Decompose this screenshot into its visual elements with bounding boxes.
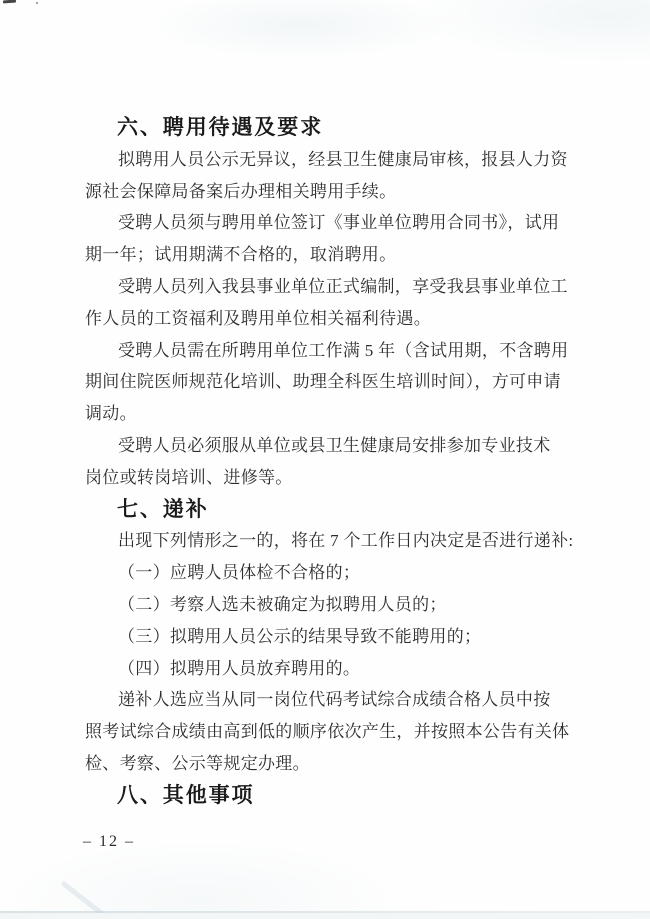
list-item-3: （三）拟聘用人员公示的结果导致不能聘用的； bbox=[118, 626, 482, 646]
text-line: 受聘人员须与聘用单位签订《事业单位聘用合同书》，试用 bbox=[118, 213, 560, 233]
scan-artifact-bottom-strip bbox=[0, 913, 650, 919]
text-line: 源社会保障局备案后办理相关聘用手续。 bbox=[85, 181, 397, 201]
list-item-2: （二）考察人选未被确定为拟聘用人员的； bbox=[118, 594, 447, 614]
text-line: 出现下列情形之一的，将在 7 个工作日内决定是否进行递补: bbox=[118, 531, 574, 551]
text-line: 拟聘用人员公示无异议，经县卫生健康局审核，报县人力资 bbox=[118, 149, 568, 169]
heading-other-matters: 八、其他事项 bbox=[117, 783, 255, 807]
scan-artifact-top-mark bbox=[3, 0, 16, 3]
text-line: 期一年；试用期满不合格的，取消聘用。 bbox=[85, 245, 397, 265]
text-line: 岗位或转岗培训、进修等。 bbox=[85, 467, 293, 487]
page-number: – 12 – bbox=[83, 833, 135, 850]
text-line: 递补人选应当从同一岗位代码考试综合成绩合格人员中按 bbox=[118, 690, 551, 710]
list-item-1: （一）应聘人员体检不合格的； bbox=[118, 563, 361, 583]
document-body bbox=[85, 112, 577, 812]
heading-replacement: 七、递补 bbox=[117, 497, 209, 521]
text-line: 受聘人员列入我县事业单位正式编制，享受我县事业单位工 bbox=[118, 276, 568, 296]
text-line: 期间住院医师规范化培训、助理全科医生培训时间），方可申请 bbox=[85, 372, 561, 392]
text-line: 调动。 bbox=[85, 404, 137, 424]
text-line: 受聘人员需在所聘用单位工作满 5 年（含试用期，不含聘用 bbox=[118, 340, 569, 360]
text-line: 检、考察、公示等规定办理。 bbox=[85, 753, 310, 773]
heading-employment-terms: 六、聘用待遇及要求 bbox=[117, 116, 324, 139]
text-line: 作人员的工资福利及聘用单位相关福利待遇。 bbox=[85, 308, 431, 328]
text-line: 受聘人员必须服从单位或县卫生健康局安排参加专业技术 bbox=[118, 435, 551, 455]
scan-artifact-speck bbox=[36, 2, 38, 4]
text-line: 照考试综合成绩由高到低的顺序依次产生，并按照本公告有关体 bbox=[85, 722, 570, 742]
list-item-4: （四）拟聘用人员放弃聘用的。 bbox=[118, 658, 361, 678]
